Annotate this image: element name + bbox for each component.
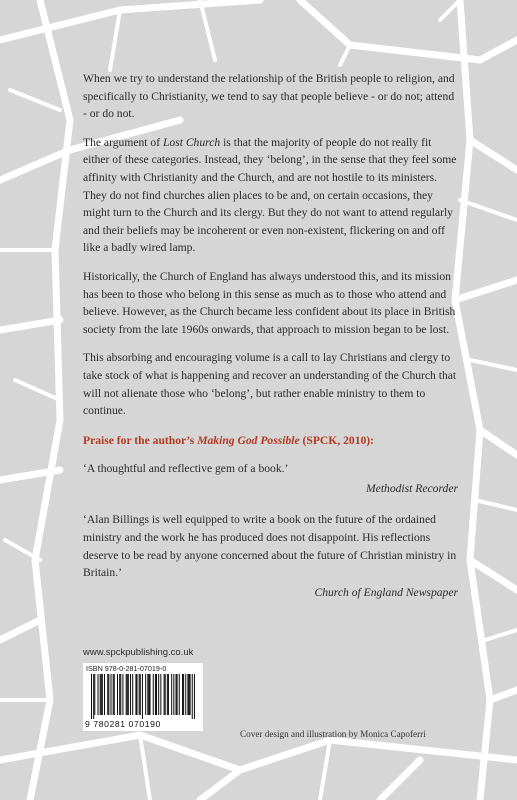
barcode-bar — [147, 674, 148, 715]
blurb-paragraph-2 — [83, 134, 458, 257]
barcode-bar — [167, 674, 168, 715]
barcode-bar — [155, 674, 156, 715]
barcode-bar — [113, 674, 114, 715]
barcode-bar — [117, 674, 118, 715]
praise-quote-2: ‘Alan Billings is well equipped to write a book on the future of the ordained ministry and the work he has produced does not disappoint. His reflections deserve to be read by anyone concerned about the future of Christian ministry in Britain.’ — [83, 513, 457, 580]
barcode-bar — [194, 674, 195, 719]
barcode-bar — [145, 674, 146, 715]
barcode-bar — [140, 674, 141, 715]
barcode-bar — [183, 674, 184, 715]
barcode-bar — [100, 674, 101, 715]
barcode-bar — [168, 674, 169, 715]
barcode-bar — [128, 674, 129, 715]
barcode-bar — [120, 674, 121, 715]
barcode-bar — [127, 674, 128, 715]
publisher-website: www.spckpublishing.co.uk — [83, 647, 194, 658]
barcode-bar — [122, 674, 123, 715]
barcode-bar — [142, 674, 143, 719]
isbn-barcode — [83, 663, 203, 731]
blurb-paragraph-4: This absorbing and encouraging volume is a call to lay Christians and clergy to take stock of what is happening and recover an understanding of the Church that will not alienate those who ‘belong’, but rather enable ministry to them to continue. — [83, 351, 457, 418]
blurb-paragraph-1: When we try to understand the relationship of the British people to religion, and specifically to Christianity, we tend to say that people believe - or do not; attend - or do not. — [83, 72, 455, 121]
barcode-bar — [190, 674, 191, 715]
praise-heading — [83, 432, 458, 450]
barcode-bar — [148, 674, 149, 715]
praise-quote-1: ‘A thoughtful and reflective gem of a book.’ — [83, 462, 289, 476]
praise-heading-suffix: (SPCK, 2010): — [299, 433, 375, 447]
barcode-bar — [114, 674, 115, 715]
barcode-bars — [91, 674, 195, 719]
barcode-bar — [176, 674, 177, 715]
barcode-bar — [111, 674, 112, 715]
barcode-bar — [126, 674, 127, 715]
barcode-bar — [182, 674, 183, 715]
praise-heading-title: Making God Possible — [197, 433, 300, 447]
barcode-bar — [91, 674, 92, 719]
barcode-bar — [179, 674, 180, 715]
barcode-bar — [101, 674, 102, 715]
barcode-bar — [189, 674, 190, 715]
barcode-bar — [102, 674, 103, 715]
barcode-bar — [139, 674, 140, 715]
barcode-bar — [153, 674, 154, 715]
blurb-paragraph-2-prefix: The argument of — [83, 135, 163, 149]
praise-heading-prefix: Praise for the author’s — [83, 433, 198, 447]
barcode-bar — [130, 674, 131, 715]
barcode-bar — [107, 674, 108, 715]
barcode-bar — [94, 674, 95, 715]
barcode-bar — [171, 674, 172, 715]
barcode-bar — [98, 674, 99, 715]
blurb-paragraph-2-rest: is that the majority of people do not really fit either of these categories. Instead, they ‘belong’, in the sense that they feel some affinity with Christianity and the Church, and are not hostile to its ministers. They do not find churches alien places to be and, on certain occasions, they might turn to the Church and its clergy. But they do not want to attend regularly and their beliefs may be incoherent or even non-existent, flickering on and off like a badly wired lamp. — [83, 135, 457, 255]
barcode-bar — [150, 674, 151, 715]
barcode-bar — [164, 674, 165, 715]
barcode-bar — [165, 674, 166, 715]
praise-source-1: Methodist Recorder — [366, 481, 458, 495]
barcode-bar — [137, 674, 138, 715]
barcode-bar — [192, 674, 193, 719]
barcode-bar — [160, 674, 161, 715]
barcode-bar — [108, 674, 109, 715]
praise-source-2: Church of England Newspaper — [314, 585, 458, 599]
barcode-digits: 9 780281 070190 — [85, 719, 161, 729]
blurb-paragraph-3: Historically, the Church of England has always understood this, and its mission has been to those who belong in this sense as much as to those who attend and believe. However, as the Church became less confident about its place in British society from the late 1960s onwards, that approach to mission began to be lost. — [83, 269, 456, 336]
barcode-bar — [132, 674, 133, 715]
back-cover-text — [83, 70, 458, 615]
isbn-label: ISBN 978-0-281-07019-0 — [86, 664, 167, 673]
barcode-bar — [104, 674, 105, 715]
cover-design-credit: Cover design and illustration by Monica Capoferri — [240, 729, 426, 739]
barcode-bar — [187, 674, 188, 715]
barcode-bar — [119, 674, 120, 715]
barcode-bar — [135, 674, 136, 715]
barcode-bar — [173, 674, 174, 715]
book-title-italic: Lost Church — [162, 135, 221, 149]
barcode-bar — [177, 674, 178, 715]
barcode-bar — [185, 674, 186, 715]
barcode-bar — [93, 674, 94, 719]
barcode-bar — [156, 674, 157, 715]
barcode-bar — [158, 674, 159, 715]
